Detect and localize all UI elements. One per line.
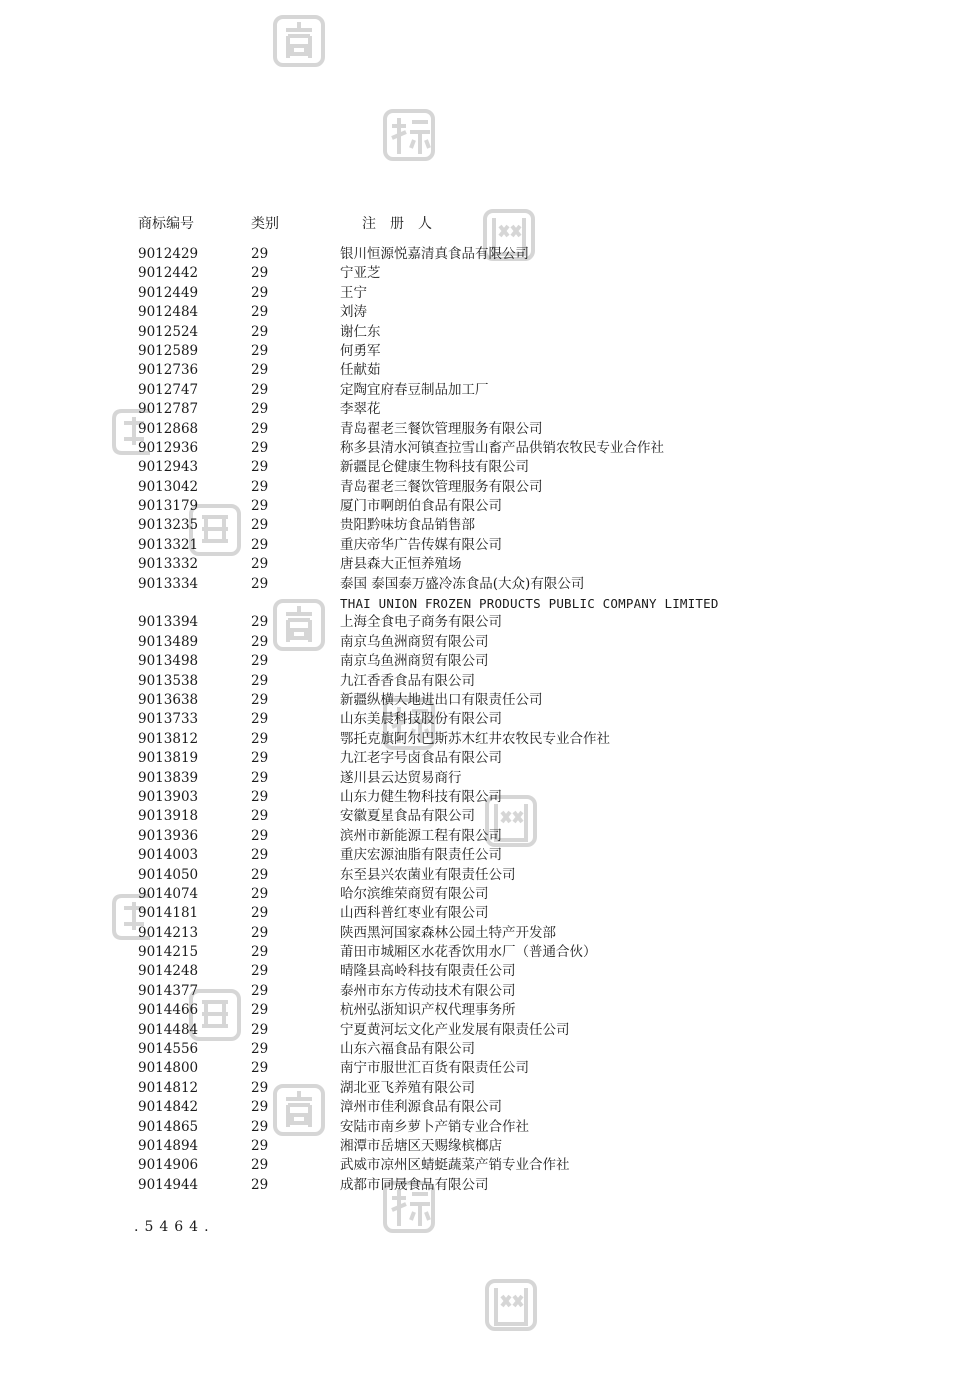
table-row (0, 672, 980, 691)
registrant-cell: 安陆市南乡萝卜产销专业合作社 (340, 1118, 529, 1135)
class-cell: 29 (251, 1079, 269, 1096)
registrant-cell: 成都市同晟食品有限公司 (340, 1176, 489, 1193)
table-row (0, 1059, 980, 1078)
page-number: .5464. (134, 1219, 215, 1235)
registrant-cell: 定陶宜府春豆制品加工厂 (340, 381, 489, 398)
class-cell: 29 (251, 885, 269, 902)
table-row (0, 1040, 980, 1059)
table-row (0, 516, 980, 535)
class-cell: 29 (251, 304, 269, 321)
class-cell: 29 (251, 633, 269, 650)
trademark-number-cell: 9012736 (138, 362, 199, 379)
table-row (0, 1098, 980, 1117)
trademark-number-cell: 9013936 (138, 827, 199, 844)
registrant-cell: 南京乌鱼洲商贸有限公司 (340, 633, 489, 650)
trademark-number-cell: 9012868 (138, 420, 199, 437)
trademark-table-body (0, 245, 980, 1195)
class-cell: 29 (251, 1118, 269, 1135)
trademark-number-cell: 9013733 (138, 711, 199, 728)
registrant-cell: 晴隆县高岭科技有限责任公司 (340, 963, 516, 980)
registrant-cell: 陕西黑河国家森林公园土特产开发部 (340, 924, 556, 941)
trademark-number-cell: 9014894 (138, 1137, 199, 1154)
class-cell: 29 (251, 459, 269, 476)
trademark-number-cell: 9012524 (138, 323, 199, 340)
trademark-number-cell: 9013498 (138, 653, 199, 670)
registrant-cell: 湘潭市岳塘区天赐缘槟榔店 (340, 1137, 502, 1154)
registrant-cell: 山东六福食品有限公司 (340, 1041, 475, 1058)
table-row (0, 381, 980, 400)
class-cell: 29 (251, 517, 269, 534)
class-cell: 29 (251, 381, 269, 398)
table-row (0, 555, 980, 574)
trademark-number-cell: 9014944 (138, 1176, 199, 1193)
class-cell: 29 (251, 808, 269, 825)
table-row (0, 613, 980, 632)
trademark-number-cell: 9012449 (138, 284, 199, 301)
table-row (0, 439, 980, 458)
trademark-number-cell: 9013538 (138, 672, 199, 689)
class-cell: 29 (251, 866, 269, 883)
trademark-number-cell: 9012429 (138, 246, 199, 262)
class-cell: 29 (251, 614, 269, 631)
class-cell: 29 (251, 653, 269, 670)
registrant-cell: 安徽夏星食品有限公司 (340, 808, 475, 825)
table-row (0, 1079, 980, 1098)
class-cell: 29 (251, 924, 269, 941)
trademark-number-cell: 9013321 (138, 536, 199, 553)
header-trademark-number: 商标编号 (138, 216, 194, 232)
table-row (0, 846, 980, 865)
header-class: 类别 (251, 216, 279, 232)
trademark-number-cell: 9014906 (138, 1157, 199, 1174)
class-cell: 29 (251, 730, 269, 747)
table-row (0, 323, 980, 342)
class-cell: 29 (251, 963, 269, 980)
trademark-number-cell: 9014213 (138, 924, 199, 941)
class-cell: 29 (251, 672, 269, 689)
class-cell: 29 (251, 323, 269, 340)
trademark-number-cell: 9013042 (138, 478, 199, 495)
class-cell: 29 (251, 1157, 269, 1174)
table-row (0, 575, 980, 594)
table-row (0, 924, 980, 943)
table-row (0, 904, 980, 923)
table-row (0, 478, 980, 497)
table-row (0, 982, 980, 1001)
registrant-cell: THAI UNION FROZEN PRODUCTS PUBLIC COMPANY LIMITED (340, 596, 719, 612)
registrant-cell: 滨州市新能源工程有限公司 (340, 827, 502, 844)
registrant-cell: 南京乌鱼洲商贸有限公司 (340, 653, 489, 670)
registrant-cell: 泰州市东方传动技术有限公司 (340, 982, 516, 999)
table-row (0, 1176, 980, 1195)
registrant-cell: 王宁 (340, 284, 367, 301)
class-cell: 29 (251, 1002, 269, 1019)
trademark-number-cell: 9014800 (138, 1060, 199, 1077)
registrant-cell: 银川恒源悦嘉清真食品有限公司 (340, 246, 529, 262)
class-cell: 29 (251, 362, 269, 379)
table-row (0, 730, 980, 749)
trademark-number-cell: 9014842 (138, 1099, 199, 1116)
class-cell: 29 (251, 246, 269, 262)
table-row (0, 788, 980, 807)
trademark-number-cell: 9013332 (138, 556, 199, 573)
table-row (0, 1001, 980, 1020)
class-cell: 29 (251, 342, 269, 359)
registrant-cell: 莆田市城厢区水花香饮用水厂（普通合伙） (340, 944, 597, 961)
table-row (0, 962, 980, 981)
registrant-cell: 厦门市啊朗伯食品有限公司 (340, 498, 502, 515)
registrant-cell: 山西科普红枣业有限公司 (340, 905, 489, 922)
table-row (0, 633, 980, 652)
class-cell: 29 (251, 498, 269, 515)
registrant-cell: 宁夏黄河坛文化产业发展有限责任公司 (340, 1021, 570, 1038)
registrant-cell: 杭州弘浙知识产权代理事务所 (340, 1002, 516, 1019)
class-cell: 29 (251, 1021, 269, 1038)
trademark-number-cell: 9014003 (138, 847, 199, 864)
table-row (0, 303, 980, 322)
trademark-number-cell: 9014181 (138, 905, 199, 922)
trademark-number-cell: 9012442 (138, 265, 199, 282)
class-cell: 29 (251, 1041, 269, 1058)
table-row (0, 1156, 980, 1175)
watermark-stamp (484, 1278, 538, 1332)
trademark-number-cell: 9012787 (138, 401, 199, 418)
table-row (0, 420, 980, 439)
class-cell: 29 (251, 769, 269, 786)
trademark-number-cell: 9013489 (138, 633, 199, 650)
class-cell: 29 (251, 478, 269, 495)
table-row (0, 458, 980, 477)
registrant-cell: 九江香香食品有限公司 (340, 672, 475, 689)
class-cell: 29 (251, 1099, 269, 1116)
trademark-number-cell: 9014466 (138, 1002, 199, 1019)
class-cell: 29 (251, 750, 269, 767)
registrant-cell: 山东美晨科技股份有限公司 (340, 711, 502, 728)
trademark-number-cell: 9014074 (138, 885, 199, 902)
registrant-cell: 刘涛 (340, 304, 367, 321)
class-cell: 29 (251, 691, 269, 708)
table-header (0, 213, 980, 233)
registrant-cell: 称多县清水河镇查拉雪山畜产品供销农牧民专业合作社 (340, 439, 664, 456)
registrant-cell: 新疆昆仑健康生物科技有限公司 (340, 459, 529, 476)
class-cell: 29 (251, 1060, 269, 1077)
trademark-number-cell: 9013812 (138, 730, 199, 747)
table-row (0, 400, 980, 419)
class-cell: 29 (251, 556, 269, 573)
table-row (0, 885, 980, 904)
class-cell: 29 (251, 711, 269, 728)
registrant-cell: 李翠花 (340, 401, 381, 418)
trademark-number-cell: 9013903 (138, 788, 199, 805)
registrant-cell: 山东力健生物科技有限公司 (340, 788, 502, 805)
trademark-number-cell: 9013235 (138, 517, 199, 534)
class-cell: 29 (251, 575, 269, 592)
registrant-cell: 唐县森大正恒养殖场 (340, 556, 462, 573)
registrant-cell: 重庆宏源油脂有限责任公司 (340, 847, 502, 864)
class-cell: 29 (251, 1137, 269, 1154)
registrant-cell: 新疆纵横大地进出口有限责任公司 (340, 691, 543, 708)
table-row (0, 245, 980, 264)
class-cell: 29 (251, 944, 269, 961)
class-cell: 29 (251, 827, 269, 844)
registrant-cell: 九江老字号卤食品有限公司 (340, 750, 502, 767)
trademark-number-cell: 9014215 (138, 944, 199, 961)
watermark-stamp (272, 14, 326, 68)
class-cell: 29 (251, 982, 269, 999)
table-row (0, 497, 980, 516)
watermark-stamp (382, 108, 436, 162)
trademark-number-cell: 9013819 (138, 750, 199, 767)
class-cell: 29 (251, 847, 269, 864)
trademark-number-cell: 9012936 (138, 439, 199, 456)
class-cell: 29 (251, 265, 269, 282)
registrant-cell: 重庆帝华广告传媒有限公司 (340, 536, 502, 553)
table-row (0, 807, 980, 826)
table-row (0, 264, 980, 283)
class-cell: 29 (251, 420, 269, 437)
header-registrant: 注 册 人 (362, 216, 432, 232)
trademark-number-cell: 9013839 (138, 769, 199, 786)
table-row (0, 827, 980, 846)
table-row (0, 536, 980, 555)
registrant-cell: 湖北亚飞养殖有限公司 (340, 1079, 475, 1096)
registrant-cell: 何勇军 (340, 342, 381, 359)
class-cell: 29 (251, 788, 269, 805)
class-cell: 29 (251, 905, 269, 922)
registrant-cell: 任献茹 (340, 362, 381, 379)
trademark-number-cell: 9012484 (138, 304, 199, 321)
registrant-cell: 鄂托克旗阿尔巴斯苏木红井农牧民专业合作社 (340, 730, 610, 747)
class-cell: 29 (251, 536, 269, 553)
table-row (0, 710, 980, 729)
class-cell: 29 (251, 401, 269, 418)
table-row (0, 1137, 980, 1156)
trademark-number-cell: 9014248 (138, 963, 199, 980)
registrant-cell: 漳州市佳利源食品有限公司 (340, 1099, 502, 1116)
trademark-number-cell: 9014484 (138, 1021, 199, 1038)
table-row (0, 769, 980, 788)
trademark-number-cell: 9014865 (138, 1118, 199, 1135)
table-row (0, 749, 980, 768)
trademark-number-cell: 9013918 (138, 808, 199, 825)
table-row (0, 1021, 980, 1040)
registrant-cell: 谢仁东 (340, 323, 381, 340)
registrant-cell: 东至县兴农菌业有限责任公司 (340, 866, 516, 883)
trademark-number-cell: 9012943 (138, 459, 199, 476)
table-row (0, 594, 980, 613)
trademark-number-cell: 9013394 (138, 614, 199, 631)
class-cell: 29 (251, 284, 269, 301)
registrant-cell: 南宁市服世汇百货有限责任公司 (340, 1060, 529, 1077)
trademark-number-cell: 9012747 (138, 381, 199, 398)
trademark-number-cell: 9013179 (138, 498, 199, 515)
trademark-number-cell: 9014812 (138, 1079, 199, 1096)
table-row (0, 652, 980, 671)
trademark-number-cell: 9014556 (138, 1041, 199, 1058)
trademark-number-cell: 9014377 (138, 982, 199, 999)
trademark-number-cell: 9014050 (138, 866, 199, 883)
trademark-number-cell: 9012589 (138, 342, 199, 359)
table-row (0, 866, 980, 885)
table-row (0, 1118, 980, 1137)
registrant-cell: 宁亚芝 (340, 265, 381, 282)
trademark-number-cell: 9013638 (138, 691, 199, 708)
table-row (0, 284, 980, 303)
table-row (0, 342, 980, 361)
class-cell: 29 (251, 439, 269, 456)
registrant-cell: 武威市凉州区蜻蜓蔬菜产销专业合作社 (340, 1157, 570, 1174)
table-row (0, 361, 980, 380)
registrant-cell: 哈尔滨维荣商贸有限公司 (340, 885, 489, 902)
registrant-cell: 青岛翟老三餐饮管理服务有限公司 (340, 420, 543, 437)
registrant-cell: 遂川县云达贸易商行 (340, 769, 462, 786)
registrant-cell: 泰国 泰国泰万盛冷冻食品(大众)有限公司 (340, 575, 585, 592)
table-row (0, 943, 980, 962)
registrant-cell: 上海全食电子商务有限公司 (340, 614, 502, 631)
trademark-number-cell: 9013334 (138, 575, 199, 592)
registrant-cell: 青岛翟老三餐饮管理服务有限公司 (340, 478, 543, 495)
table-row (0, 691, 980, 710)
registrant-cell: 贵阳黔味坊食品销售部 (340, 517, 475, 534)
class-cell: 29 (251, 1176, 269, 1193)
